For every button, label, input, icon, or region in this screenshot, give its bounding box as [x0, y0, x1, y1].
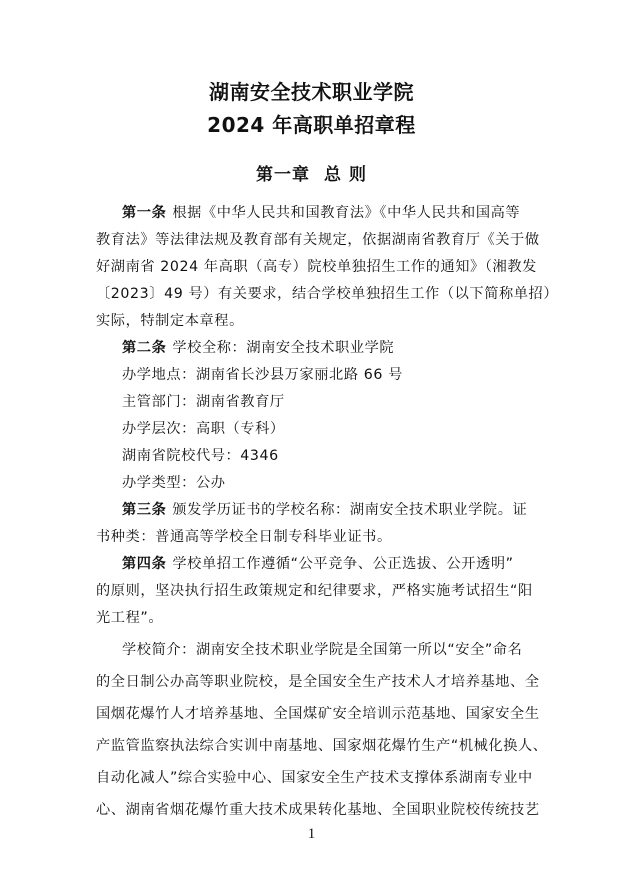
article-1-line: 实际，特制定本章程。: [96, 313, 244, 329]
intro-line: 产监管监察执法综合实训中南基地、国家烟花爆竹生产“机械化换人、: [96, 738, 548, 754]
chapter-name: 总 则: [324, 165, 367, 185]
article-4-line: 第四条 学校单招工作遵循“公平竞争、公正选拔、公开透明”: [122, 556, 514, 572]
article-2-line: 第二条 学校全称：湖南安全技术职业学院: [122, 340, 395, 356]
page-number: 1: [307, 826, 316, 842]
article-1-line: 好湖南省 2024 年高职（高专）院校单独招生工作的通知》（湘教发: [96, 259, 537, 275]
document-title: 湖南安全技术职业学院: [209, 80, 414, 104]
intro-line: 心、湖南省烟花爆竹重大技术成果转化基地、全国职业院校传统技艺: [96, 802, 540, 818]
article-1-line: 〔2023〕49 号）有关要求，结合学校单独招生工作（以下简称单招）: [96, 286, 559, 302]
article-2-line: 办学地点：湖南省长沙县万家丽北路 66 号: [122, 367, 403, 383]
article-2-line: 办学层次：高职（专科）: [122, 421, 285, 437]
article-4-label: 第四条: [122, 556, 167, 572]
intro-line: 国烟花爆竹人才培养基地、全国煤矿安全培训示范基地、国家安全生: [96, 706, 540, 722]
article-2-line: 湖南省院校代号：4346: [122, 448, 279, 464]
article-3-line: 书种类：普通高等学校全日制专科毕业证书。: [96, 529, 392, 545]
document-subtitle: 2024 年高职单招章程: [207, 113, 416, 137]
intro-line: 学校简介：湖南安全技术职业学院是全国第一所以“安全”命名: [122, 642, 523, 658]
article-4-line: 的原则，坚决执行招生政策规定和纪律要求，严格实施考试招生“阳: [96, 583, 533, 599]
article-1-label: 第一条: [122, 205, 167, 221]
chapter-heading: [0, 160, 623, 185]
chapter-label: 第一章: [256, 165, 311, 185]
article-1-line: 教育法》等法律法规及教育部有关规定，依据湖南省教育厅《关于做: [96, 232, 540, 248]
article-3-line: 第三条 颁发学历证书的学校名称：湖南安全技术职业学院。证: [122, 502, 528, 518]
article-2-line: 主管部门：湖南省教育厅: [122, 394, 285, 410]
article-1-line: 第一条 根据《中华人民共和国教育法》《中华人民共和国高等: [122, 205, 521, 221]
article-2-line: 办学类型：公办: [122, 475, 226, 491]
article-3-label: 第三条: [122, 502, 167, 518]
intro-line: 自动化减人”综合实验中心、国家安全生产技术支撑体系湖南专业中: [96, 770, 533, 786]
intro-line: 的全日制公办高等职业院校，是全国安全生产技术人才培养基地、全: [96, 674, 540, 690]
article-2-label: 第二条: [122, 340, 167, 356]
article-4-line: 光工程”。: [96, 610, 164, 626]
